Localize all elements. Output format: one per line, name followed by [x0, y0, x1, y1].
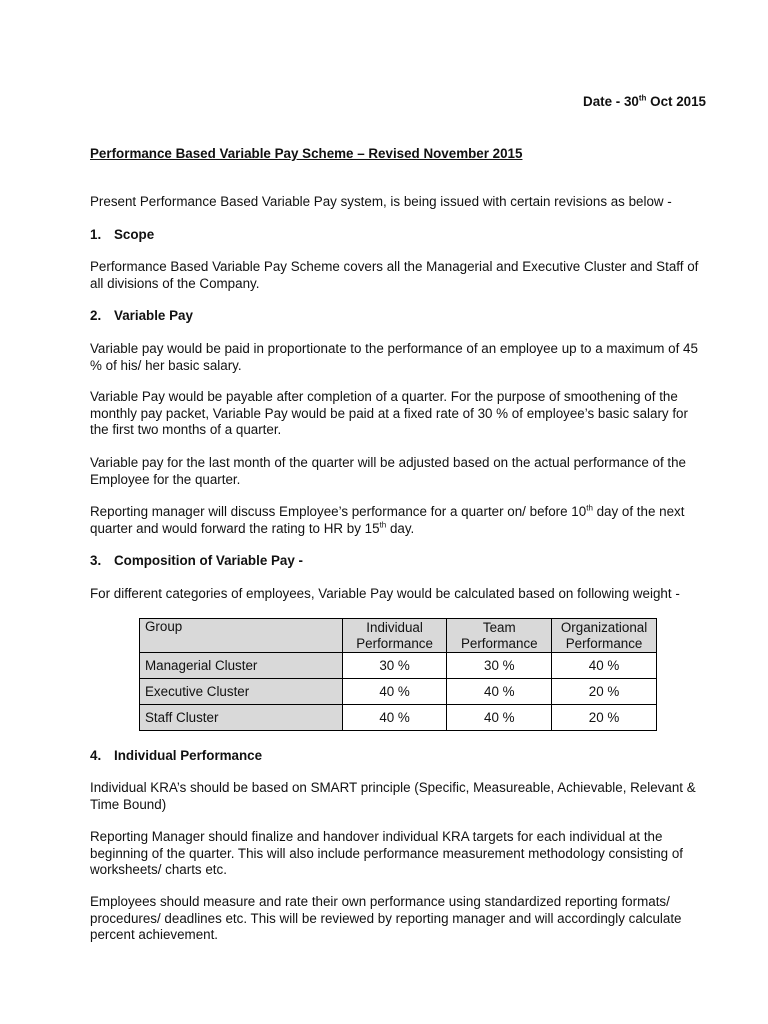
cell-group: Staff Cluster [140, 705, 343, 731]
intro-paragraph: Present Performance Based Variable Pay system, is being issued with certain revisions as below - [90, 194, 672, 209]
cell-group: Executive Cluster [140, 679, 343, 705]
variable-pay-paragraph-2: Variable Pay would be payable after completion of a quarter. For the purpose of smoothening of the monthly pay packet, Variable Pay would be paid at a fixed rate of 30 % of employee’s basic salary for the first two months of a quarter. [90, 389, 688, 437]
section-heading-individual-performance: 4. Individual Performance [90, 748, 263, 763]
individual-paragraph-3: Employees should measure and rate their own performance using standardized reporting formats/ procedures/ deadlines etc. This will be reviewed by reporting manager and will accordingly calculate percent achievement. [90, 894, 682, 942]
header-group: Group [140, 619, 343, 653]
cell-org: 20 % [552, 679, 657, 705]
variable-pay-paragraph-3: Variable pay for the last month of the quarter will be adjusted based on the actual performance of the Employee for the quarter. [90, 455, 686, 487]
cell-team: 40 % [447, 705, 552, 731]
header-team: Team Performance [447, 619, 552, 653]
table-row [140, 653, 657, 679]
cell-individual: 40 % [342, 679, 447, 705]
section-heading-variable-pay: 2. Variable Pay [90, 308, 193, 323]
variable-pay-paragraph-4: Reporting manager will discuss Employee’s performance for a quarter on/ before 10th day of the next quarter and would forward the rating to HR by 15th day. [90, 503, 685, 536]
cell-org: 40 % [552, 653, 657, 679]
weights-table [139, 618, 657, 731]
table-row [140, 705, 657, 731]
cell-individual: 40 % [342, 705, 447, 731]
header-org: Organizational Performance [552, 619, 657, 653]
header-individual: Individual Performance [342, 619, 447, 653]
section-heading-composition: 3. Composition of Variable Pay - [90, 553, 303, 568]
section-heading-scope: 1. Scope [90, 227, 155, 242]
scope-paragraph: Performance Based Variable Pay Scheme covers all the Managerial and Executive Cluster and Staff of all divisions of the Company. [90, 259, 699, 291]
cell-team: 30 % [447, 653, 552, 679]
cell-individual: 30 % [342, 653, 447, 679]
cell-team: 40 % [447, 679, 552, 705]
individual-paragraph-2: Reporting Manager should finalize and handover individual KRA targets for each individual at the beginning of the quarter. This will also include performance measurement methodology consisting of worksheets/ charts etc. [90, 829, 683, 877]
document-date: Date - 30th Oct 2015 [583, 93, 706, 109]
cell-org: 20 % [552, 705, 657, 731]
cell-group: Managerial Cluster [140, 653, 343, 679]
variable-pay-paragraph-1: Variable pay would be paid in proportionate to the performance of an employee up to a maximum of 45 % of his/ her basic salary. [90, 341, 698, 373]
individual-paragraph-1: Individual KRA’s should be based on SMART principle (Specific, Measureable, Achievable, Relevant & Time Bound) [90, 780, 696, 812]
composition-paragraph: For different categories of employees, Variable Pay would be calculated based on following weight - [90, 586, 680, 601]
table-header-row [140, 619, 657, 653]
table-row [140, 679, 657, 705]
document-title: Performance Based Variable Pay Scheme – Revised November 2015 [90, 146, 523, 161]
